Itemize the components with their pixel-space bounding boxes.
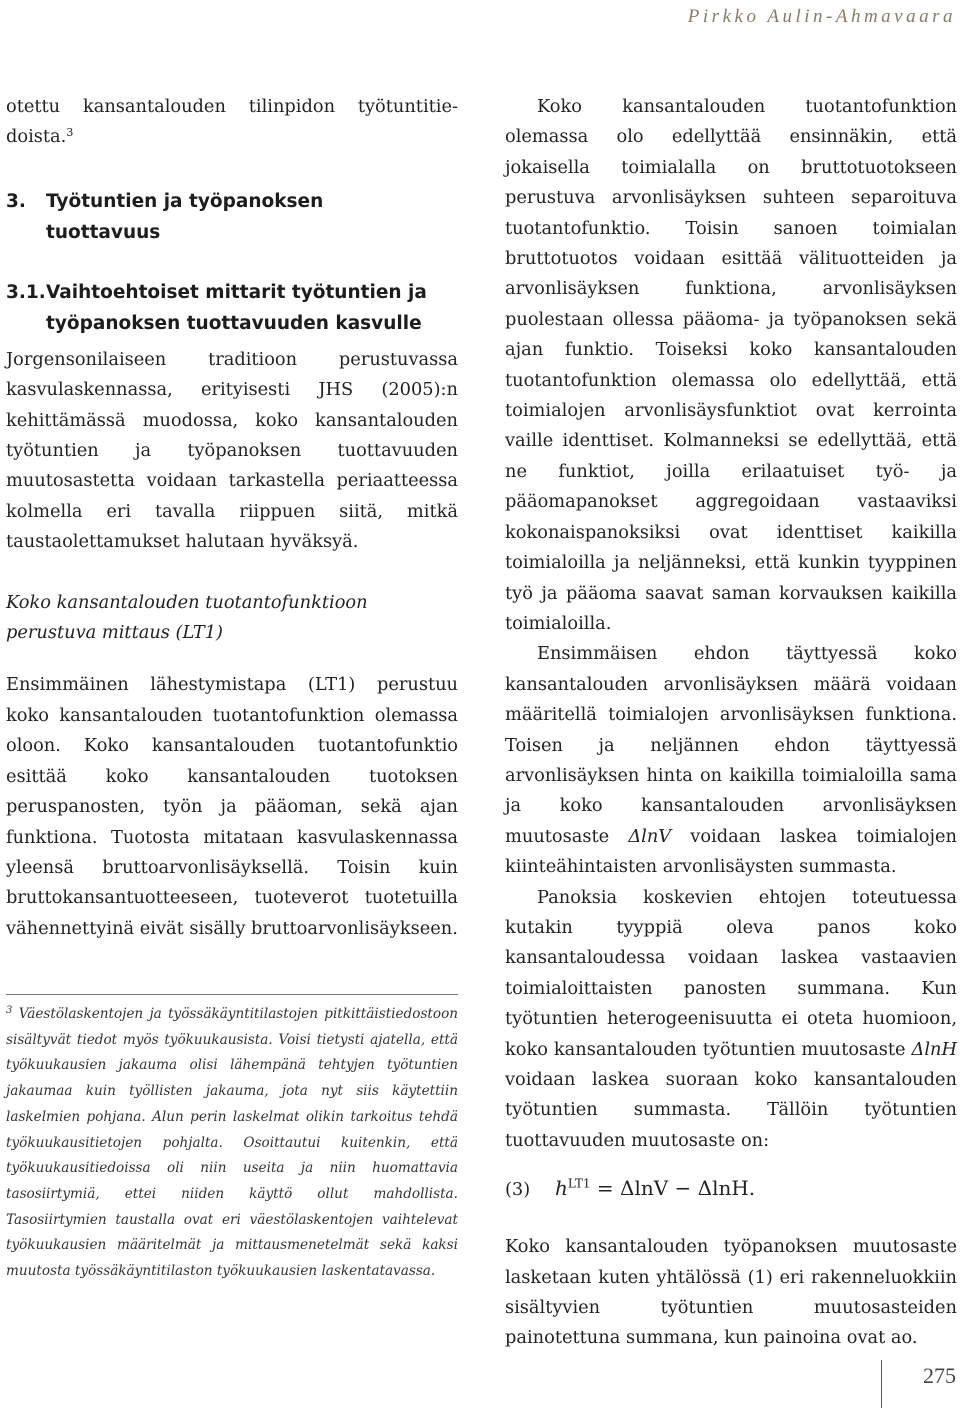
right-paragraph-2 [505,639,957,882]
equation-body [555,1176,755,1200]
equation-number: (3) [505,1179,531,1201]
right-paragraph-4: Koko kansantalouden työpanoksen muutosaste lasketaan kuten yhtälössä (1) eri rakenneluokkiin sisältyvien työtuntien muutosasteiden painotettuna summana, kun painoina ovat ao. [505,1236,957,1349]
page-number-divider [881,1360,882,1408]
right-paragraph-2-text-b: voidaan laskea toimialojen kiinteähintaisten arvonlisäysten summasta. [505,825,957,878]
math-delta-ln-v: ΔlnV [628,825,672,847]
paragraph-2-text: Ensimmäinen lähestymistapa (LT1) perustuu koko kansantalouden tuotantofunktion olemassa oloon. Koko kansantalouden tuotantofunktio esittää koko kansantalouden tuotoksen peruspanosten, työn ja pääoman, sekä ajan funktiona. Tuotosta mitataan kasvulaskennassa yleensä bruttoarvonlisäyksellä. Toisin kuin bruttokansantuotteeseen, tuoteverot tuotetuilla vähennettyinä eivät sisälly bruttoarvonlisäykseen. [6,674,458,939]
section-title-line1: Työtuntien ja työpanoksen [46,190,324,212]
italic-subheading [6,588,458,649]
right-paragraph-2-text-a: Ensimmäisen ehdon täyttyessä koko kansantalouden arvonlisäyksen määrä voidaan määritellä toimialojen arvonlisäyksen funktiona. Toisen ja neljännen ehdon täyttyessä arvonlisäyksen hinta on kaikilla toimialoilla sama ja koko kansantalouden arvonlisäyksen muutosaste [505,643,957,847]
italic-subheading-line2: perustuva mittaus (LT1) [6,622,223,644]
equation-3 [505,1176,957,1210]
equation-rhs: = ΔlnV − ΔlnH. [596,1176,756,1201]
footnote-reference[interactable]: 3 [66,126,74,140]
paragraph-1 [6,345,458,558]
equation-lhs-superscript: LT1 [567,1176,591,1191]
right-paragraph-3-text-a: Panoksia koskevien ehtojen toteutuessa kutakin tyyppiä oleva panos koko kansantaloudessa voidaan laskea vastaavien toimialoittaisten panosten summana. Kun työtuntien heterogeenisuutta ei oteta huomioon, koko kansantalouden työtuntien muutosaste [505,886,957,1060]
page-number: 275 [923,1363,956,1388]
paragraph-1-text: Jorgensonilaiseen traditioon perustuvassa kasvulaskennassa, erityisesti JHS (2005):n kehittämässä muodossa, koko kansantalouden työtuntien ja työpanoksen tuottavuuden muutosastetta voidaan tarkastella periaatteessa kolmella eri tavalla riippuen siitä, mitkä taustaolettamukset halutaan hyväksyä. [6,348,458,553]
math-delta-ln-h: ΔlnH [911,1038,957,1060]
footnote-text: Väestölaskentojen ja työssäkäyntitilastojen pitkittäistiedostoon sisältyvät tiedot myös työkuukausista. Voisi tietysti ajatella, että työkuukausien jakauma olisi lähempänä tehtyjen työtuntien jakaumaa kuin työllisten jakauma, jota nyt siis käytettiin laskelmien pohjana. Alun perin laskelmat olikin tarkoitus tehdä työkuukausitietojen pohjalta. Osoittautui kuitenkin, että työkuukausitiedoissa oli niin useita ja niin huomattavia tasosiirtymiä, ettei niiden käyttö ollut mahdollista. Tasosiirtymien taustalla ovat eri väestölaskentojen vaihtelevat työkuukausien määritelmät ja mittausmenetelmät sekä kaksi muutosta työssäkäyntitilaston työkuukausien laskentatavassa. [6,1006,459,1280]
section-title-line2: tuottavuus [46,221,161,243]
section-heading [6,186,458,248]
subsection-number: 3.1. [6,281,46,303]
left-column [6,92,458,944]
subsection-title-line1: Vaihtoehtoiset mittarit työtuntien ja [46,281,427,303]
paragraph-2 [6,670,458,944]
right-column [505,92,957,1354]
italic-subheading-line1: Koko kansantalouden tuotantofunktioon [6,591,368,613]
equation-lhs-variable: h [555,1176,568,1201]
running-head: Pirkko Aulin-Ahmavaara [687,6,956,27]
subsection-heading [6,277,458,339]
intro-paragraph [6,92,458,153]
footnote-divider [6,994,458,995]
intro-text: otettu kansantalouden tilinpidon työtuntitie-doista. [6,96,458,148]
footnote [6,1002,458,1285]
footnote-mark: 3 [6,1005,13,1016]
right-paragraph-1: Koko kansantalouden tuotantofunktion olemassa olo edellyttää ensinnäkin, että jokaisella toimialalla on bruttotuotokseen perustuva arvonlisäyksen suhteen separoituva tuotantofunktio. Toisin sanoen toimialan bruttotuotos voidaan esittää välituotteiden ja arvonlisäyksen funktiona, arvonlisäyksen puolestaan ollessa pääoma- ja työpanoksen sekä ajan funktio. Toiseksi koko kansantalouden tuotantofunktion olemassa olo edellyttää, että toimialojen arvonlisäysfunktiot ovat kerrointa vaille identtiset. Kolmanneksi se edellyttää, että ne funktiot, joilla erilaatuiset työ- ja pääomapanokset aggregoidaan vastaaviksi kokonaispanoksiksi ovat identtiset kaikilla toimialoilla ja neljänneksi, että kunkin tyyppinen työ ja pääoma saavat saman korvauksen kaikilla toimialoilla. [505,96,957,634]
subsection-title-line2: työpanoksen tuottavuuden kasvulle [46,312,422,334]
section-number: 3. [6,190,26,212]
right-paragraph-3-text-b: voidaan laskea suoraan koko kansantalouden työtuntien summasta. Tällöin työtuntien tuottavuuden muutosaste on: [505,1069,957,1151]
right-paragraph-3 [505,883,957,1157]
